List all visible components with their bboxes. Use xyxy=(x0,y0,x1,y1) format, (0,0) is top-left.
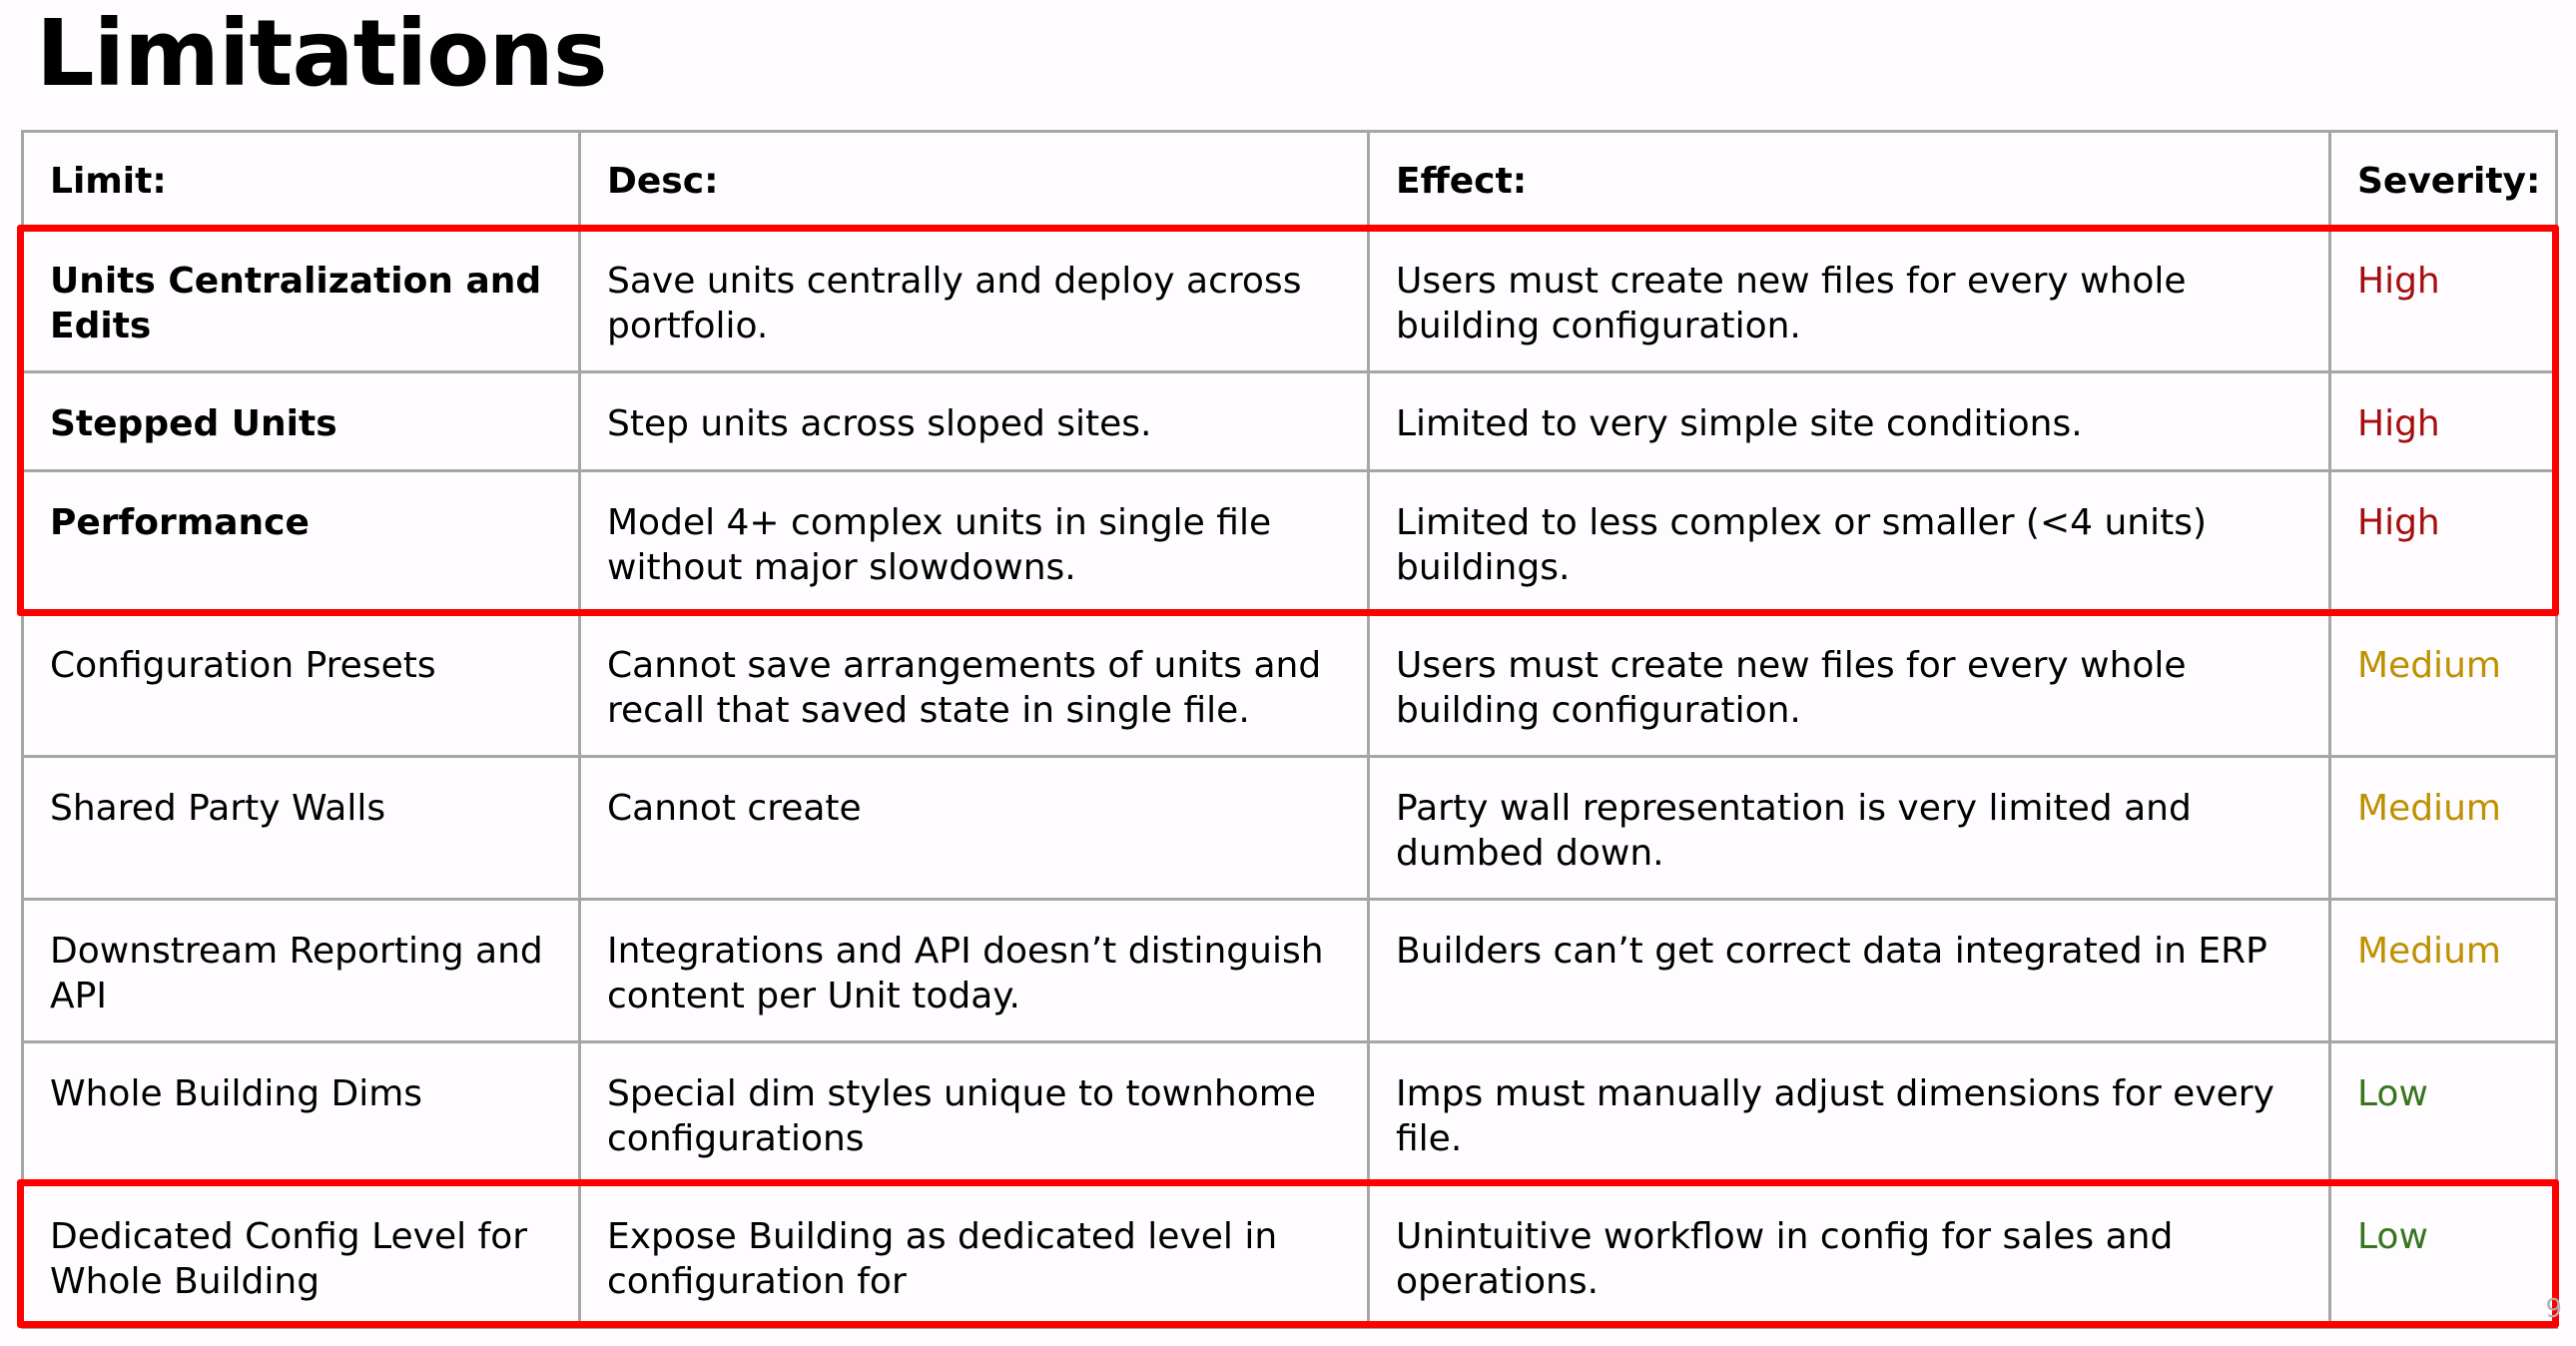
effect-cell: Limited to less complex or smaller (<4 units) buildings. xyxy=(1369,471,2330,614)
severity-cell: Low xyxy=(2330,1042,2557,1185)
severity-cell: Low xyxy=(2330,1185,2557,1328)
limit-cell: Downstream Reporting and API xyxy=(23,900,580,1042)
effect-cell: Limited to very simple site conditions. xyxy=(1369,372,2330,471)
limit-cell: Shared Party Walls xyxy=(23,757,580,900)
severity-cell: High xyxy=(2330,230,2557,372)
page-title: Limitations xyxy=(36,0,607,107)
desc-cell: Step units across sloped sites. xyxy=(580,372,1369,471)
desc-cell: Save units centrally and deploy across portfolio. xyxy=(580,230,1369,372)
table-row xyxy=(23,1185,2557,1328)
desc-cell: Integrations and API doesn’t distinguish content per Unit today. xyxy=(580,900,1369,1042)
desc-cell: Model 4+ complex units in single file without major slowdowns. xyxy=(580,471,1369,614)
page-number: 9 xyxy=(2545,1294,2562,1324)
table-row xyxy=(23,757,2557,900)
table-header-row xyxy=(23,132,2557,230)
limit-cell: Dedicated Config Level for Whole Building xyxy=(23,1185,580,1328)
desc-cell: Expose Building as dedicated level in configuration for xyxy=(580,1185,1369,1328)
limitations-table xyxy=(21,130,2558,1329)
desc-cell: Cannot create xyxy=(580,757,1369,900)
limit-cell: Configuration Presets xyxy=(23,614,580,757)
severity-cell: High xyxy=(2330,372,2557,471)
header-limit: Limit: xyxy=(23,132,580,230)
severity-cell: High xyxy=(2330,471,2557,614)
effect-cell: Builders can’t get correct data integrated in ERP xyxy=(1369,900,2330,1042)
limit-cell: Stepped Units xyxy=(23,372,580,471)
effect-cell: Users must create new files for every whole building configuration. xyxy=(1369,230,2330,372)
effect-cell: Users must create new files for every whole building configuration. xyxy=(1369,614,2330,757)
header-severity: Severity: xyxy=(2330,132,2557,230)
limit-cell: Units Centralization and Edits xyxy=(23,230,580,372)
table-row xyxy=(23,372,2557,471)
table-row xyxy=(23,1042,2557,1185)
effect-cell: Unintuitive workflow in config for sales and operations. xyxy=(1369,1185,2330,1328)
desc-cell: Special dim styles unique to townhome configurations xyxy=(580,1042,1369,1185)
severity-cell: Medium xyxy=(2330,900,2557,1042)
table-row xyxy=(23,900,2557,1042)
effect-cell: Party wall representation is very limited and dumbed down. xyxy=(1369,757,2330,900)
limit-cell: Whole Building Dims xyxy=(23,1042,580,1185)
severity-cell: Medium xyxy=(2330,757,2557,900)
desc-cell: Cannot save arrangements of units and recall that saved state in single file. xyxy=(580,614,1369,757)
table-row xyxy=(23,471,2557,614)
header-desc: Desc: xyxy=(580,132,1369,230)
severity-cell: Medium xyxy=(2330,614,2557,757)
table-row xyxy=(23,230,2557,372)
table-row xyxy=(23,614,2557,757)
header-effect: Effect: xyxy=(1369,132,2330,230)
effect-cell: Imps must manually adjust dimensions for every file. xyxy=(1369,1042,2330,1185)
limit-cell: Performance xyxy=(23,471,580,614)
